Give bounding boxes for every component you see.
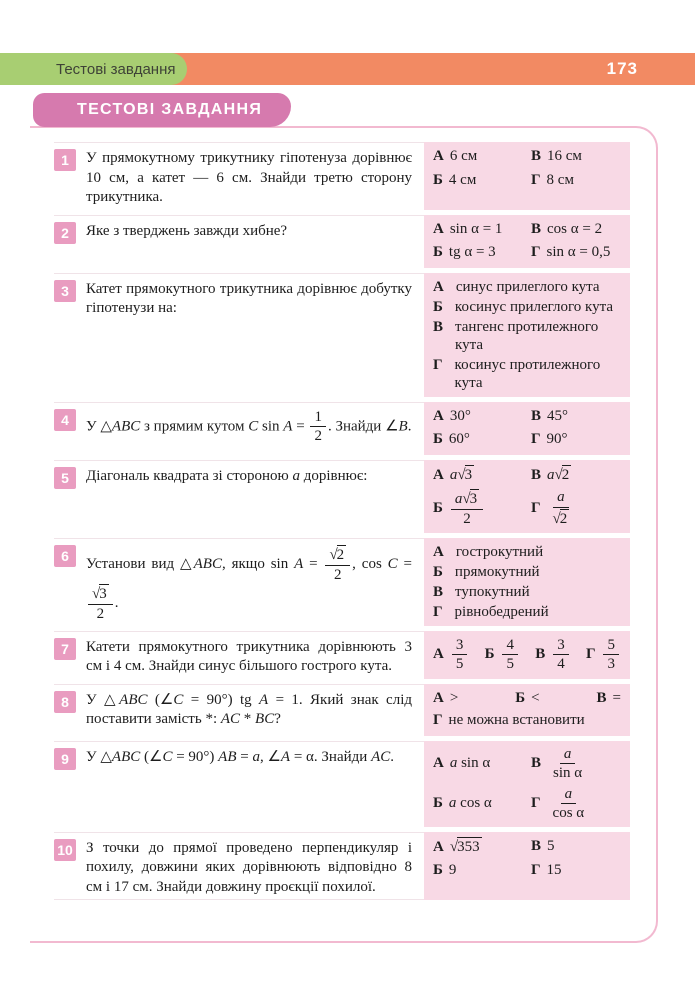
answer-item: [531, 861, 562, 881]
question-text: Катет прямокутного трикутника дорівнює добутку гіпотенузи на:: [86, 280, 412, 316]
answers-cell: [424, 460, 630, 533]
answer-value: [547, 467, 571, 483]
question-number-badge: 2: [54, 222, 76, 244]
answer-item: [433, 563, 621, 581]
question-row: [54, 215, 630, 268]
question-text: У △ABC з прямим кутом C sin A = $\frac{1}{2}$ . Знайди ∠B.: [86, 408, 412, 444]
answer-item: [433, 837, 482, 858]
answer-value: 45°: [547, 407, 569, 424]
question-number-badge: 5: [54, 467, 76, 489]
answer-item: [433, 318, 621, 354]
fraction-denominator: 2: [334, 567, 342, 583]
answer-key: Г: [531, 244, 541, 260]
fraction-denominator: [549, 508, 574, 528]
breadcrumb-label: Тестові завдання: [56, 60, 176, 78]
answer-key: В: [531, 220, 542, 237]
question-row: [54, 684, 630, 736]
section-title: ТЕСТОВІ ЗАВДАННЯ: [77, 101, 263, 118]
answer-item: [531, 243, 610, 263]
answer-value: тангенс протилежного кута: [455, 318, 599, 353]
answer-item: [433, 583, 621, 601]
fraction: [603, 637, 619, 673]
answer-key: А: [433, 407, 444, 424]
answers-inline-row: [433, 637, 621, 673]
radicand: 353: [457, 838, 480, 855]
answer-value: sin α = 0,5: [546, 244, 611, 260]
answer-key: А: [433, 148, 444, 164]
answer-item: [531, 837, 555, 857]
answer-value: 5: [547, 838, 555, 855]
math-variable: AC: [371, 748, 391, 765]
answer-value: [450, 467, 474, 483]
question-text: Яке з тверджень завжди хибне?: [86, 222, 288, 239]
answers-cell: [424, 215, 630, 268]
math-variable: a: [449, 466, 458, 483]
fraction-denominator: 2: [463, 511, 471, 528]
answer-value: >: [449, 689, 459, 706]
fraction-denominator: cos α: [552, 805, 585, 822]
answer-item: [531, 746, 588, 782]
question-row: [54, 142, 630, 210]
fraction-numerator: 4: [502, 637, 518, 656]
answers-spread-line: [433, 711, 621, 731]
question-text: У △ABC (∠C = 90°) AB = a, ∠A = α. Знайди AC.: [86, 748, 394, 765]
math-variable: a: [448, 795, 457, 811]
answer-value: tg α = 3: [448, 244, 496, 260]
answer-item: [433, 637, 469, 673]
fraction-numerator: [561, 786, 577, 805]
question-cell: [54, 538, 424, 626]
answer-item: [433, 489, 485, 528]
answers-cell: [424, 402, 630, 455]
answer-key: А: [433, 278, 444, 295]
math-variable: a: [563, 745, 572, 762]
math-variable: B: [398, 417, 408, 434]
question-number-badge: 6: [54, 545, 76, 567]
answer-key: Б: [433, 499, 443, 516]
answer-value: рівнобедрений: [454, 603, 549, 620]
answer-item: [485, 637, 520, 673]
answer-value: 30°: [449, 407, 471, 424]
question-cell: [54, 402, 424, 455]
math-variable: AB: [218, 748, 237, 765]
section-title-box: [33, 93, 291, 127]
answers-grid: [433, 465, 621, 528]
answer-key: А: [433, 838, 444, 855]
breadcrumb: [0, 53, 187, 85]
question-cell: [54, 142, 424, 210]
question-text: Катети прямокутного трикутника дорівнюють 3 см і 4 см. Знайди синус більшого гострого кута.: [86, 638, 412, 675]
answer-item: [433, 220, 502, 240]
question-cell: [54, 832, 424, 901]
radicand: 3: [464, 466, 473, 483]
answer-item: [433, 794, 492, 814]
questions-list: [54, 142, 630, 900]
math-variable: a: [454, 491, 463, 507]
answer-item: [531, 430, 568, 450]
question-cell: [54, 684, 424, 736]
answer-value: тупокутний: [455, 583, 530, 600]
radical-sign: √: [552, 510, 561, 527]
radicand: 2: [559, 510, 568, 527]
fraction-numerator: [88, 584, 113, 605]
answer-value: [500, 636, 520, 673]
question-row: [54, 402, 630, 455]
answer-item: [433, 430, 470, 450]
answer-item: [531, 220, 602, 240]
question-text: У прямокутному трикутнику гіпотенуза дорівнює 10 см, а катет — 6 см. Знайди третю сторону трикутника.: [86, 150, 412, 205]
math-variable: a: [547, 466, 555, 483]
fraction-denominator: 5: [506, 656, 514, 673]
fraction: [88, 584, 113, 623]
answer-item: [433, 356, 621, 392]
question-row: [54, 832, 630, 901]
question-number-badge: 10: [54, 839, 76, 861]
answer-value: 9: [448, 862, 457, 879]
fraction: [452, 637, 468, 673]
answer-item: [597, 689, 621, 709]
fraction-numerator: 1: [310, 409, 326, 428]
answer-item: [531, 489, 575, 528]
question-number-badge: 8: [54, 691, 76, 713]
answer-key: Г: [531, 499, 541, 516]
answers-grid: [433, 746, 621, 822]
answer-key: Г: [433, 603, 443, 620]
answer-key: А: [433, 466, 444, 483]
fraction-denominator: 3: [607, 656, 615, 673]
math-variable: ABC: [193, 555, 222, 572]
answer-key: В: [531, 407, 542, 424]
fraction-denominator: 2: [314, 428, 322, 444]
question-cell: [54, 631, 424, 679]
answer-key: В: [596, 689, 607, 706]
answer-item: [433, 407, 471, 427]
math-variable: C: [248, 417, 259, 434]
answer-value: 15: [546, 862, 562, 879]
radicand: 3: [99, 585, 107, 602]
answer-item: [531, 786, 590, 822]
answer-key: А: [433, 220, 444, 237]
fraction-denominator: 5: [455, 656, 464, 673]
answer-item: [433, 603, 621, 621]
question-text: Діагональ квадрата зі стороною a дорівнює:: [86, 467, 368, 484]
fraction: [549, 489, 574, 528]
page-header-bar: [0, 53, 695, 85]
content-frame: [30, 126, 658, 943]
fraction: [451, 489, 483, 528]
answer-key: Б: [433, 244, 443, 260]
answer-key: Г: [433, 356, 443, 373]
answer-item: [531, 171, 574, 191]
answer-key: Г: [531, 171, 541, 188]
fraction-numerator: 3: [452, 637, 468, 656]
answer-value: 8 см: [546, 171, 574, 188]
answer-key: Б: [433, 563, 443, 580]
fraction: [549, 786, 589, 822]
answer-item: [433, 171, 476, 191]
fraction-numerator: [560, 746, 576, 765]
answer-value: 60°: [448, 431, 470, 447]
answer-value: =: [612, 689, 621, 706]
answer-value: [450, 839, 482, 855]
answer-key: Б: [433, 431, 443, 447]
answer-key: Г: [585, 646, 596, 663]
answer-key: Б: [433, 298, 443, 315]
question-text: З точки до прямої проведено перпендикуляр і похилу, довжини яких дорівнюють відповідно 8 см і 17 см. Знайди довжину проєкції похилої.: [86, 839, 412, 895]
answer-item: [433, 861, 456, 881]
radicand: 2: [336, 546, 345, 563]
math-variable: C: [387, 555, 398, 572]
answers-cell: [424, 142, 630, 210]
question-row: [54, 460, 630, 533]
math-variable: AC: [220, 711, 241, 728]
answers-cell: [424, 273, 630, 397]
answers-grid: [433, 147, 621, 190]
answer-key: Г: [433, 712, 443, 729]
answer-value: синус прилеглого кута: [455, 278, 600, 295]
fraction-numerator: [325, 545, 350, 566]
sqrt-expression: [329, 547, 346, 563]
question-cell: [54, 741, 424, 827]
question-number-badge: 7: [54, 638, 76, 660]
answer-item: [515, 689, 539, 709]
answer-value: гострокутний: [455, 543, 544, 560]
math-variable: A: [294, 555, 304, 572]
answer-key: В: [433, 318, 444, 335]
question-cell: [54, 460, 424, 533]
radical-sign: √: [457, 466, 466, 483]
answer-value: a sin α: [449, 755, 491, 771]
answer-value: 4 см: [448, 171, 477, 188]
answer-item: [433, 147, 477, 167]
math-variable: a: [449, 755, 458, 771]
answer-value: [601, 636, 621, 673]
answer-value: [547, 745, 588, 782]
answer-key: В: [531, 148, 542, 164]
answers-cell: [424, 538, 630, 626]
answer-key: А: [433, 646, 444, 663]
radical-sign: √: [462, 491, 471, 507]
answer-item: [531, 465, 571, 486]
answer-value: прямокутний: [454, 563, 540, 580]
answers-cell: [424, 631, 630, 679]
answer-item: [586, 637, 621, 673]
radical-sign: √: [554, 466, 563, 483]
answers-cell: [424, 832, 630, 901]
fraction: [325, 545, 350, 584]
answers-grid: [433, 837, 621, 881]
question-text: Установи вид △ABC, якщо sin A = $\frac{√2}{2}$ , cos C = $\frac{√3}{2}$ .: [86, 546, 412, 622]
answer-item: [433, 243, 496, 263]
answer-key: А: [433, 543, 444, 560]
fraction-denominator: 2: [96, 605, 105, 622]
answer-item: [531, 147, 582, 167]
answers-spread: [433, 689, 621, 731]
fraction: [310, 409, 326, 445]
answer-key: А: [433, 689, 444, 706]
radical-sign: √: [329, 546, 338, 563]
question-row: [54, 273, 630, 397]
math-variable: ABC: [111, 748, 141, 765]
answer-value: не можна встановити: [448, 712, 585, 729]
math-variable: a: [292, 467, 300, 484]
radical-sign: √: [449, 838, 459, 855]
answer-item: [433, 754, 490, 774]
answer-key: В: [535, 646, 546, 663]
fraction-numerator: [451, 489, 483, 510]
fraction: [553, 637, 569, 673]
math-variable: ABC: [119, 691, 148, 708]
question-row: [54, 741, 630, 827]
radicand: 3: [469, 491, 478, 507]
fraction-numerator: 3: [553, 637, 569, 656]
answer-value: a cos α: [448, 795, 492, 811]
answer-key: А: [433, 755, 444, 771]
answer-value: [547, 785, 591, 822]
question-row: [54, 631, 630, 679]
math-variable: C: [173, 691, 184, 708]
radicand: 2: [561, 466, 570, 483]
answer-key: В: [433, 583, 444, 600]
question-cell: [54, 215, 424, 268]
fraction-denominator: 4: [557, 656, 565, 673]
answers-list: [433, 278, 621, 392]
answers-grid: [433, 220, 621, 263]
answer-key: Б: [484, 646, 495, 663]
answer-item: [535, 637, 571, 673]
sqrt-expression: [553, 511, 570, 527]
answer-value: [551, 636, 571, 673]
sqrt-expression: [457, 467, 474, 483]
answer-item: [433, 712, 585, 728]
answer-key: В: [531, 466, 542, 483]
question-cell: [54, 273, 424, 397]
sqrt-expression: [555, 467, 572, 483]
math-variable: A: [259, 691, 269, 708]
answers-spread-line: [433, 689, 621, 709]
answer-value: [449, 491, 485, 528]
sqrt-expression: [462, 491, 479, 507]
page-number: 173: [606, 59, 638, 78]
answer-item: [433, 543, 621, 561]
answer-item: [433, 689, 458, 709]
answers-grid: [433, 407, 621, 450]
answer-item: [433, 298, 621, 316]
answer-item: [531, 407, 568, 427]
math-variable: A: [283, 417, 293, 434]
fraction: [549, 746, 586, 782]
answer-value: <: [531, 689, 540, 706]
answer-key: Г: [531, 795, 541, 812]
fraction-numerator: [553, 489, 569, 508]
answer-value: [547, 489, 576, 527]
answer-key: В: [531, 838, 542, 855]
answer-key: Б: [515, 689, 526, 706]
answer-value: 16 см: [547, 148, 582, 164]
math-variable: a: [564, 785, 573, 802]
math-variable: a: [557, 489, 565, 505]
math-variable: A: [280, 748, 291, 765]
answer-item: [433, 278, 621, 296]
fraction-denominator: sin α: [553, 765, 583, 782]
math-variable: C: [162, 748, 173, 765]
math-variable: ABC: [111, 417, 141, 434]
sqrt-expression: [450, 839, 482, 855]
answer-item: [433, 465, 474, 486]
answers-cell: [424, 741, 630, 827]
answers-list: [433, 543, 621, 621]
sqrt-expression: [92, 586, 109, 602]
answer-value: 90°: [546, 431, 568, 447]
answer-key: Б: [433, 795, 443, 811]
answer-key: Б: [433, 171, 443, 188]
answer-key: В: [531, 755, 542, 772]
fraction: [502, 637, 518, 673]
question-number-badge: 1: [54, 149, 76, 171]
answer-value: cos α = 2: [547, 220, 603, 237]
answer-key: Г: [531, 862, 541, 879]
question-row: [54, 538, 630, 626]
radical-sign: √: [92, 585, 101, 602]
question-number-badge: 3: [54, 280, 76, 302]
question-text: У △ABC (∠C = 90°) tg A = 1. Який знак слід поставити замість *: AC * BC?: [86, 691, 412, 728]
answer-value: 6 см: [449, 148, 478, 164]
answer-value: косинус протилежного кута: [454, 356, 601, 391]
math-variable: BC: [255, 711, 275, 728]
math-variable: a: [252, 748, 260, 765]
answer-key: Г: [531, 431, 541, 447]
answer-value: [450, 636, 470, 673]
answer-value: sin α = 1: [449, 220, 503, 237]
question-number-badge: 9: [54, 748, 76, 770]
fraction-numerator: 5: [603, 637, 619, 656]
question-number-badge: 4: [54, 409, 76, 431]
answers-cell: [424, 684, 630, 736]
answer-key: Б: [433, 862, 443, 879]
answer-value: косинус прилеглого кута: [454, 298, 614, 315]
